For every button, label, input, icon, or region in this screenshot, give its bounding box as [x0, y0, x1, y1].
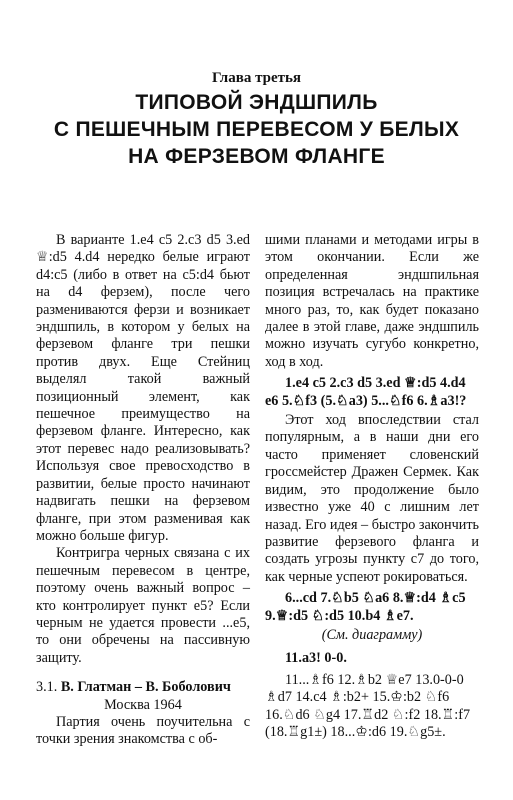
- chapter-title-line-2: С ПЕШЕЧНЫМ ПЕРЕВЕСОМ У БЕЛЫХ: [53, 118, 460, 141]
- moves-opening: 1.e4 c5 2.c3 d5 3.ed ♕:d5 4.d4 e6 5.♘f3 (5.♘a3) 5...♘f6 6.♗a3!?: [265, 375, 467, 409]
- game-number: 3.1.: [36, 679, 58, 696]
- moves-key: 11.a3! 0-0.: [285, 650, 347, 667]
- right-column: [265, 232, 479, 743]
- section-spacer: [36, 667, 250, 679]
- chapter-title-line-3: НА ФЕРЗЕВОМ ФЛАНГЕ: [128, 145, 385, 168]
- chapter-header: [0, 70, 513, 170]
- moves-variation: 11...♗f6 12.♗b2 ♕e7 13.0-0-0 ♗d7 14.c4 ♗:b2+ 15.♔:b2 ♘f6 16.♘d6 ♘g4 17.♖d2 ♘:f2 18.♖:f7 (18.♖g1±) 18...♔:d6 19.♘g5±.: [265, 671, 471, 740]
- left-column: [36, 232, 250, 749]
- game-heading: [36, 679, 250, 696]
- continued-paragraph: шими планами и методами игры в этом окончании. Если же определенная эндшпильная позиция встречалась на практике много раз, то, как будет показано далее в этой главе, даже эндшпиль можно изучать сугубо конкретно, ход в ход.: [265, 232, 479, 370]
- commentary-paragraph: Этот ход впоследствии стал популярным, а в наши дни его часто применяет словенский гроссмейстер Дражен Сермек. Как видим, это продолжение было известно уже 40 с лишним лет назад. Его идея – быстро закончить развитие ферзевого фланга и создать угрозы пункту c7 до того, как черные успеют рокироваться.: [265, 412, 480, 585]
- moves-middle: 6...cd 7.♘b5 ♘a6 8.♕:d4 ♗c5 9.♕:d5 ♘:d5 10.b4 ♗e7.: [265, 590, 466, 624]
- intro-paragraph: В варианте 1.e4 c5 2.c3 d5 3.ed ♕:d5 4.d4 нередко белые играют d4:c5 (либо в ответ на c5:d4 бьют на d4 ферзем), после чего размениваются ферзи и возникает эндшпиль, в котором у белых на ферзевом фланге три пешки против двух. Еще Стейниц выделял такой важный позиционный элемент, как пешечное преимущество на ферзевом фланге. Интересно, как этот перевес надо реализовывать? Используя свое превосходство в развитии, белые просто начинают надвигать пешки на ферзевом фланге, при этом разменивая как можно больше фигур.: [36, 232, 250, 544]
- game-players: В. Глатман – В. Боболович: [60, 679, 231, 696]
- game-place: Москва 1964: [104, 696, 182, 713]
- diagram-reference: (См. диаграмму): [321, 626, 423, 643]
- game-intro-paragraph: Партия очень поучительна с точки зрения знакомства с об-: [36, 713, 250, 748]
- counterplay-paragraph: Контригра черных связана с их пешечным перевесом в центре, поэтому очень важный вопрос – кто контролирует пункт e5? Если черным не удается провести ...e5, то они обречены на пассивную защиту.: [36, 545, 250, 666]
- chapter-number: Глава третья: [211, 70, 302, 86]
- chapter-title-line-1: ТИПОВОЙ ЭНДШПИЛЬ: [135, 91, 378, 114]
